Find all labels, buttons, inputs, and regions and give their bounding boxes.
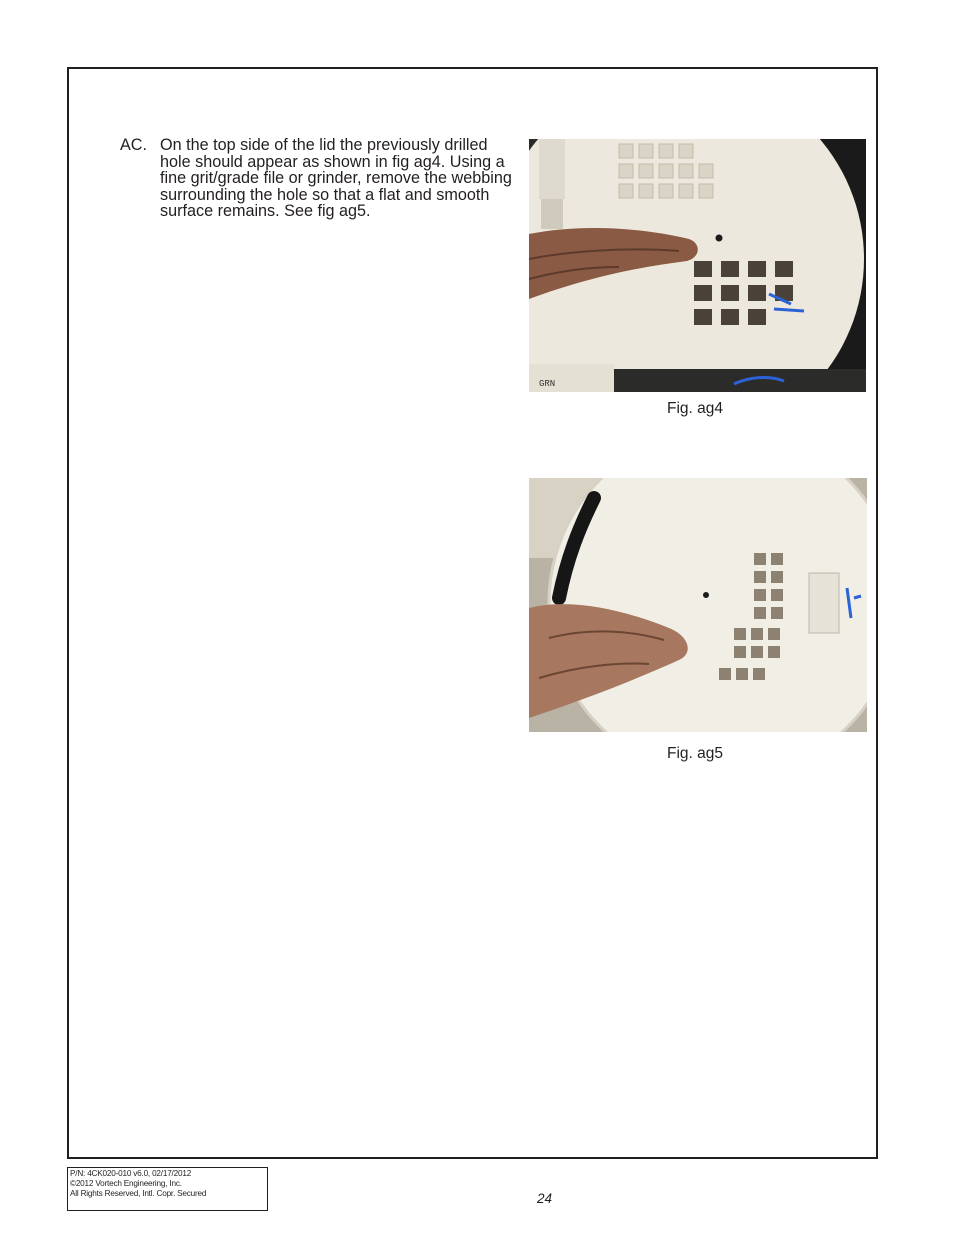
figure-ag5-caption: Fig. ag5 (667, 745, 724, 762)
instruction-step (120, 137, 520, 220)
svg-text:GRN: GRN (539, 379, 556, 389)
footer-copyright-box (67, 1167, 268, 1211)
page-number: 24 (537, 1191, 553, 1206)
figure-ag4-photo (529, 139, 866, 392)
figure-ag4-caption: Fig. ag4 (667, 400, 724, 417)
footer-copyright: ©2012 Vortech Engineering, Inc. (70, 1179, 182, 1188)
step-label: AC. (120, 136, 147, 154)
footer-part-number: P/N: 4CK020-010 v6.0, 02/17/2012 (70, 1169, 192, 1178)
footer-rights: All Rights Reserved, Intl. Copr. Secured (70, 1189, 207, 1198)
figure-ag5-photo (529, 478, 867, 732)
step-text: On the top side of the lid the previously drilled hole should appear as shown in fig ag4. Using a fine grit/grade file or grinder, remove the webbing surrounding the hole so that a flat and smooth surface remains. See fig ag5. (160, 136, 512, 220)
